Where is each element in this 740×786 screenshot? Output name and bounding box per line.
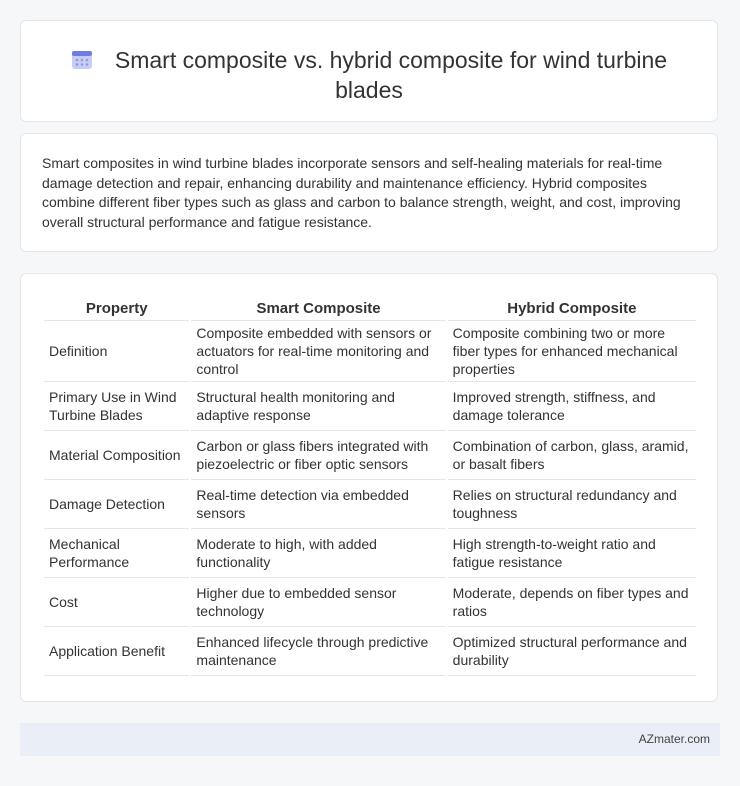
title-row [21,45,717,105]
row-property: Damage Detection [44,480,189,529]
summary-text: Smart composites in wind turbine blades incorporate sensors and self-healing materials for real-time damage detection and repair, enhancing durability and maintenance efficiency. Hybrid composites combine different fiber types such as glass and carbon to balance strength, weight, and cost, improving overall structural performance and fatigue resistance. [42,155,681,230]
row-hybrid-value: Moderate, depends on fiber types and ratios [448,578,696,627]
column-header-property: Property [44,295,189,321]
row-property: Primary Use in Wind Turbine Blades [44,382,189,431]
row-hybrid-value: Relies on structural redundancy and toughness [448,480,696,529]
row-smart-value: Enhanced lifecycle through predictive maintenance [191,627,445,676]
table-header-row [44,295,696,321]
column-header-smart: Smart Composite [191,295,445,321]
footer-site-link[interactable]: AZmater.com [638,732,710,746]
column-header-hybrid: Hybrid Composite [448,295,696,321]
table-row [44,529,696,578]
page-title: Smart composite vs. hybrid composite for wind turbine blades [114,47,668,103]
row-hybrid-value: High strength-to-weight ratio and fatigue resistance [448,529,696,578]
row-property: Definition [44,321,189,382]
table-row [44,321,696,382]
table-row [44,382,696,431]
table-row [44,578,696,627]
row-property: Material Composition [44,431,189,480]
row-hybrid-value: Composite combining two or more fiber types for enhanced mechanical properties [448,321,696,382]
row-smart-value: Carbon or glass fibers integrated with piezoelectric or fiber optic sensors [191,431,445,480]
row-property: Cost [44,578,189,627]
row-hybrid-value: Optimized structural performance and durability [448,627,696,676]
row-smart-value: Moderate to high, with added functionality [191,529,445,578]
row-hybrid-value: Combination of carbon, glass, aramid, or basalt fibers [448,431,696,480]
footer [20,723,720,756]
row-property: Application Benefit [44,627,189,676]
row-smart-value: Composite embedded with sensors or actuators for real-time monitoring and control [191,321,445,382]
row-smart-value: Structural health monitoring and adaptive response [191,382,445,431]
row-smart-value: Higher due to embedded sensor technology [191,578,445,627]
comparison-table-card [20,273,718,702]
title-card [20,20,718,122]
table-row [44,431,696,480]
summary-card [20,133,718,252]
comparison-table [42,295,698,676]
table-row [44,627,696,676]
row-hybrid-value: Improved strength, stiffness, and damage tolerance [448,382,696,431]
row-property: Mechanical Performance [44,529,189,578]
table-row [44,480,696,529]
row-smart-value: Real-time detection via embedded sensors [191,480,445,529]
calendar-icon [71,48,93,70]
